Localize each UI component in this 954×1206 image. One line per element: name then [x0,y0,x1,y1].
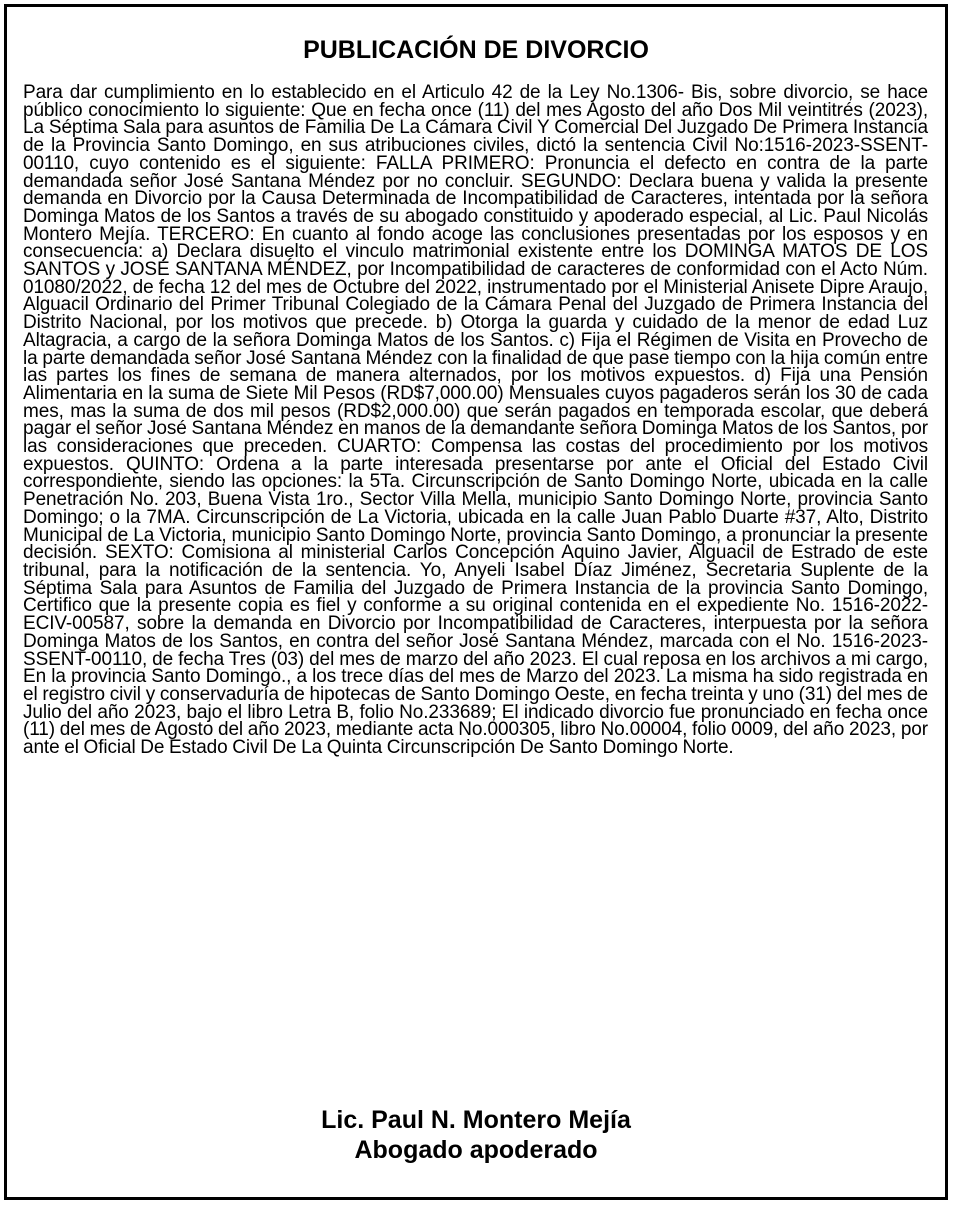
divorce-notice [4,4,948,1200]
signature-name: Lic. Paul N. Montero Mejía [321,1106,631,1134]
notice-body: Para dar cumplimiento en lo establecido en el Articulo 42 de la Ley No.1306- Bis, sobre divorcio, se hace público conocimiento lo siguiente: Que en fecha once (11) del mes Agosto del año Dos Mil veintitrés (2023), La Séptima Sala para asuntos de Familia De La Cámara Civil Y Comercial Del Juzgado De Primera Instancia de la Provincia Santo Domingo, en sus atribuciones civiles, dictó la sentencia Civil No:1516-2023-SSENT-00110, cuyo contenido es el siguiente: FALLA PRIMERO: Pronuncia el defecto en contra de la parte demandada señor José Santana Méndez por no concluir. SEGUNDO: Declara buena y valida la presente demanda en Divorcio por la Causa Determinada de Incompatibilidad de Caracteres, intentada por la señora Dominga Matos de los Santos a través de su abogado constituido y apoderado especial, al Lic. Paul Nicolás Montero Mejía. TERCERO: En cuanto al fondo acoge las conclusiones presentadas por los esposos y en consecuencia: a) Declara disuelto el vinculo matrimonial existente entre los DOMINGA MATOS DE LOS SANTOS y JOSÉ SANTANA MÉNDEZ, por Incompatibilidad de caracteres de conformidad con el Acto Núm. 01080/2022, de fecha 12 del mes de Octubre del 2022, instrumentado por el Ministerial Anisete Dipre Araujo, Alguacil Ordinario del Primer Tribunal Colegiado de la Cámara Penal del Juzgado de Primera Instancia del Distrito Nacional, por los motivos que precede. b) Otorga la guarda y cuidado de la menor de edad Luz Altagracia, a cargo de la señora Dominga Matos de los Santos. c) Fija el Régimen de Visita en Provecho de la parte demandada señor José Santana Méndez con la finalidad de que pase tiempo con la hija común entre las partes los fines de semana de manera alternados, por los motivos expuestos. d) Fija una Pensión Alimentaria en la suma de Siete Mil Pesos (RD$7,000.00) Mensuales cuyos pagaderos serán los 30 de cada mes, mas la suma de dos mil pesos (RD$2,000.00) que serán pagados en temporada escolar, que deberá pagar el señor José Santana Méndez en manos de la demandante señora Dominga Matos de los Santos, por las consideraciones que preceden. CUARTO: Compensa las costas del procedimiento por los motivos expuestos. QUINTO: Ordena a la parte interesada presentarse por ante el Oficial del Estado Civil correspondiente, siendo las opciones: la 5Ta. Circunscripción de Santo Domingo Norte, ubicada en la calle Penetración No. 203, Buena Vista 1ro., Sector Villa Mella, municipio Santo Domingo Norte, provincia Santo Domingo; o la 7MA. Circunscripción de La Victoria, ubicada en la calle Juan Pablo Duarte #37, Alto, Distrito Municipal de La Victoria, municipio Santo Domingo Norte, provincia Santo Domingo, a pronunciar la presente decisión. SEXTO: Comisiona al ministerial Carlos Concepción Aquino Javier, Alguacil de Estrado de este tribunal, para la notificación de la sentencia. Yo, Anyeli Isabel Díaz Jiménez, Secretaria Suplente de la Séptima Sala para Asuntos de Familia del Juzgado de Primera Instancia de la provincia Santo Domingo, Certifico que la presente copia es fiel y conforme a su original contenida en el expediente No. 1516-2022-ECIV-00587, sobre la demanda en Divorcio por Incompatibilidad de Caracteres, interpuesta por la señora Dominga Matos de los Santos, en contra del señor José Santana Méndez, marcada con el No. 1516-2023-SSENT-00110, de fecha Tres (03) del mes de marzo del año 2023. El cual reposa en los archivos a mi cargo, En la provincia Santo Domingo., a los trece días del mes de Marzo del 2023. La misma ha sido registrada en el registro civil y conservaduría de hipotecas de Santo Domingo Oeste, en fecha treinta y uno (31) del mes de Julio del año 2023, bajo el libro Letra B, folio No.233689; El indicado divorcio fue pronunciado en fecha once (11) del mes de Agosto del año 2023, mediante acta No.000305, libro No.00004, folio 0009, del año 2023, por ante el Oficial De Estado Civil De La Quinta Circunscripción De Santo Domingo Norte. [23,82,928,759]
signature-block [7,1105,945,1165]
notice-title: PUBLICACIÓN DE DIVORCIO [303,36,649,64]
signature-role: Abogado apoderado [354,1136,598,1164]
